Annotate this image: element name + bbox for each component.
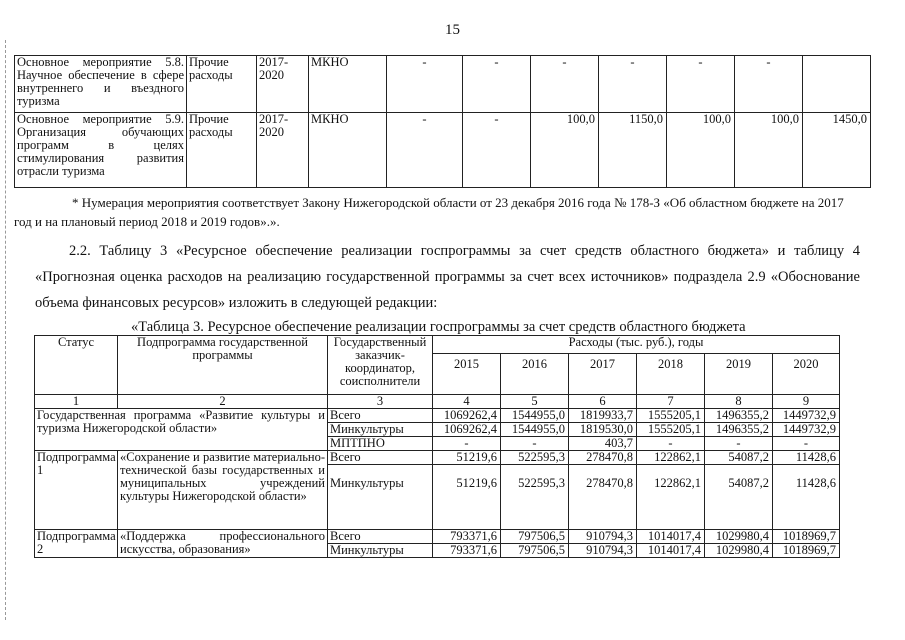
executor: МКНО	[309, 113, 387, 188]
value-cell: -	[705, 437, 773, 451]
value-cell: 1449732,9	[773, 423, 840, 437]
column-numbers-row	[35, 395, 840, 409]
customer-cell: Минкультуры	[328, 544, 433, 558]
value-cell	[803, 56, 871, 113]
customer-cell: Минкультуры	[328, 465, 433, 530]
status-cell: Подпрограмма 1	[35, 451, 118, 530]
customer-cell: Всего	[328, 530, 433, 544]
value-cell: 797506,5	[501, 530, 569, 544]
customer-cell: Минкультуры	[328, 423, 433, 437]
value-cell: -	[599, 56, 667, 113]
footnote: * Нумерация мероприятия соответствует Закону Нижегородской области от 23 декабря 2016 года № 178-З «Об областном бюджете на 2017 год и на плановый период 2018 и 2019 годов».».	[14, 195, 844, 229]
header-row	[35, 336, 840, 354]
value-cell: 522595,3	[501, 465, 569, 530]
value-cell: 100,0	[667, 113, 735, 188]
executor: МКНО	[309, 56, 387, 113]
col-number: 9	[773, 395, 840, 409]
col-number: 4	[433, 395, 501, 409]
value-cell: -	[387, 56, 463, 113]
table-row	[15, 113, 871, 188]
value-cell: 1544955,0	[501, 409, 569, 423]
year-cell: 2018	[637, 354, 705, 395]
customer-cell: Всего	[328, 451, 433, 465]
activity-name: Основное мероприятие 5.8. Научное обеспечение в сфере внутреннего и въездного туризма	[15, 56, 187, 113]
col-number: 7	[637, 395, 705, 409]
program-name: Государственная программа «Развитие культуры и туризма Нижегородской области»	[35, 409, 328, 451]
value-cell: 1819530,0	[569, 423, 637, 437]
value-cell: 11428,6	[773, 465, 840, 530]
col-number: 8	[705, 395, 773, 409]
activities-table	[14, 55, 871, 188]
subprogram-name: «Поддержка профессионального искусства, образования»	[118, 530, 328, 558]
table-row	[35, 530, 840, 544]
value-cell: -	[433, 437, 501, 451]
value-cell: 1069262,4	[433, 409, 501, 423]
col-number: 3	[328, 395, 433, 409]
value-cell: -	[531, 56, 599, 113]
value-cell: 1150,0	[599, 113, 667, 188]
value-cell: -	[463, 56, 531, 113]
value-cell: 11428,6	[773, 451, 840, 465]
customer-cell: МПТПНО	[328, 437, 433, 451]
value-cell: 1555205,1	[637, 409, 705, 423]
value-cell: 1555205,1	[637, 423, 705, 437]
value-cell: -	[773, 437, 840, 451]
value-cell: 403,7	[569, 437, 637, 451]
page-number: 15	[445, 22, 460, 38]
expense-type: Прочие расходы	[187, 113, 257, 188]
value-cell: 1029980,4	[705, 530, 773, 544]
value-cell: 1450,0	[803, 113, 871, 188]
value-cell: -	[735, 56, 803, 113]
value-cell: 1014017,4	[637, 530, 705, 544]
value-cell: 54087,2	[705, 465, 773, 530]
period: 2017-2020	[257, 56, 309, 113]
value-cell: 1018969,7	[773, 530, 840, 544]
value-cell: -	[463, 113, 531, 188]
value-cell: 100,0	[735, 113, 803, 188]
subprogram-name: «Сохранение и развитие материально-технической базы государственных и муниципальных учреждений культуры Нижегородской области»	[118, 451, 328, 530]
value-cell: 793371,6	[433, 530, 501, 544]
value-cell: 797506,5	[501, 544, 569, 558]
year-cell: 2020	[773, 354, 840, 395]
value-cell: 51219,6	[433, 451, 501, 465]
value-cell: 1014017,4	[637, 544, 705, 558]
customer-cell: Всего	[328, 409, 433, 423]
value-cell: 1018969,7	[773, 544, 840, 558]
expense-type: Прочие расходы	[187, 56, 257, 113]
value-cell: 122862,1	[637, 451, 705, 465]
value-cell: 1029980,4	[705, 544, 773, 558]
period: 2017-2020	[257, 113, 309, 188]
value-cell: 122862,1	[637, 465, 705, 530]
year-cell: 2017	[569, 354, 637, 395]
table-row	[35, 451, 840, 465]
value-cell: 100,0	[531, 113, 599, 188]
table-row	[15, 56, 871, 113]
value-cell: -	[501, 437, 569, 451]
col-number: 6	[569, 395, 637, 409]
activity-name: Основное мероприятие 5.9. Организация обучающих программ в целях стимулирования развития отрасли туризма	[15, 113, 187, 188]
header-customer: Государственный заказчик-координатор, соисполнители	[328, 336, 433, 395]
value-cell: 1069262,4	[433, 423, 501, 437]
resource-table	[34, 335, 840, 558]
value-cell: 1496355,2	[705, 423, 773, 437]
year-cell: 2015	[433, 354, 501, 395]
header-expenses: Расходы (тыс. руб.), годы	[433, 336, 840, 354]
col-number: 1	[35, 395, 118, 409]
value-cell: 1496355,2	[705, 409, 773, 423]
value-cell: 54087,2	[705, 451, 773, 465]
table-row	[35, 409, 840, 423]
value-cell: 278470,8	[569, 451, 637, 465]
header-status: Статус	[35, 336, 118, 395]
status-cell: Подпрограмма 2	[35, 530, 118, 558]
margin-dash-line	[5, 40, 6, 620]
col-number: 2	[118, 395, 328, 409]
value-cell: 910794,3	[569, 544, 637, 558]
body-paragraph: 2.2. Таблицу 3 «Ресурсное обеспечение реализации госпрограммы за счет средств областного бюджета» и таблицу 4 «Прогнозная оценка расходов на реализацию государственной программы за счет всех источников» подраздела 2.9 «Обоснование объема финансовых ресурсов» изложить в следующей редакции:	[35, 243, 860, 311]
year-cell: 2019	[705, 354, 773, 395]
value-cell: 522595,3	[501, 451, 569, 465]
value-cell: 1819933,7	[569, 409, 637, 423]
value-cell: -	[667, 56, 735, 113]
value-cell: 1544955,0	[501, 423, 569, 437]
col-number: 5	[501, 395, 569, 409]
value-cell: 910794,3	[569, 530, 637, 544]
value-cell: -	[387, 113, 463, 188]
value-cell: -	[637, 437, 705, 451]
year-cell: 2016	[501, 354, 569, 395]
table-caption: «Таблица 3. Ресурсное обеспечение реализации госпрограммы за счет средств областного бюджета	[131, 319, 746, 335]
value-cell: 793371,6	[433, 544, 501, 558]
value-cell: 1449732,9	[773, 409, 840, 423]
value-cell: 51219,6	[433, 465, 501, 530]
value-cell: 278470,8	[569, 465, 637, 530]
header-subprogram: Подпрограмма государственной программы	[118, 336, 328, 395]
